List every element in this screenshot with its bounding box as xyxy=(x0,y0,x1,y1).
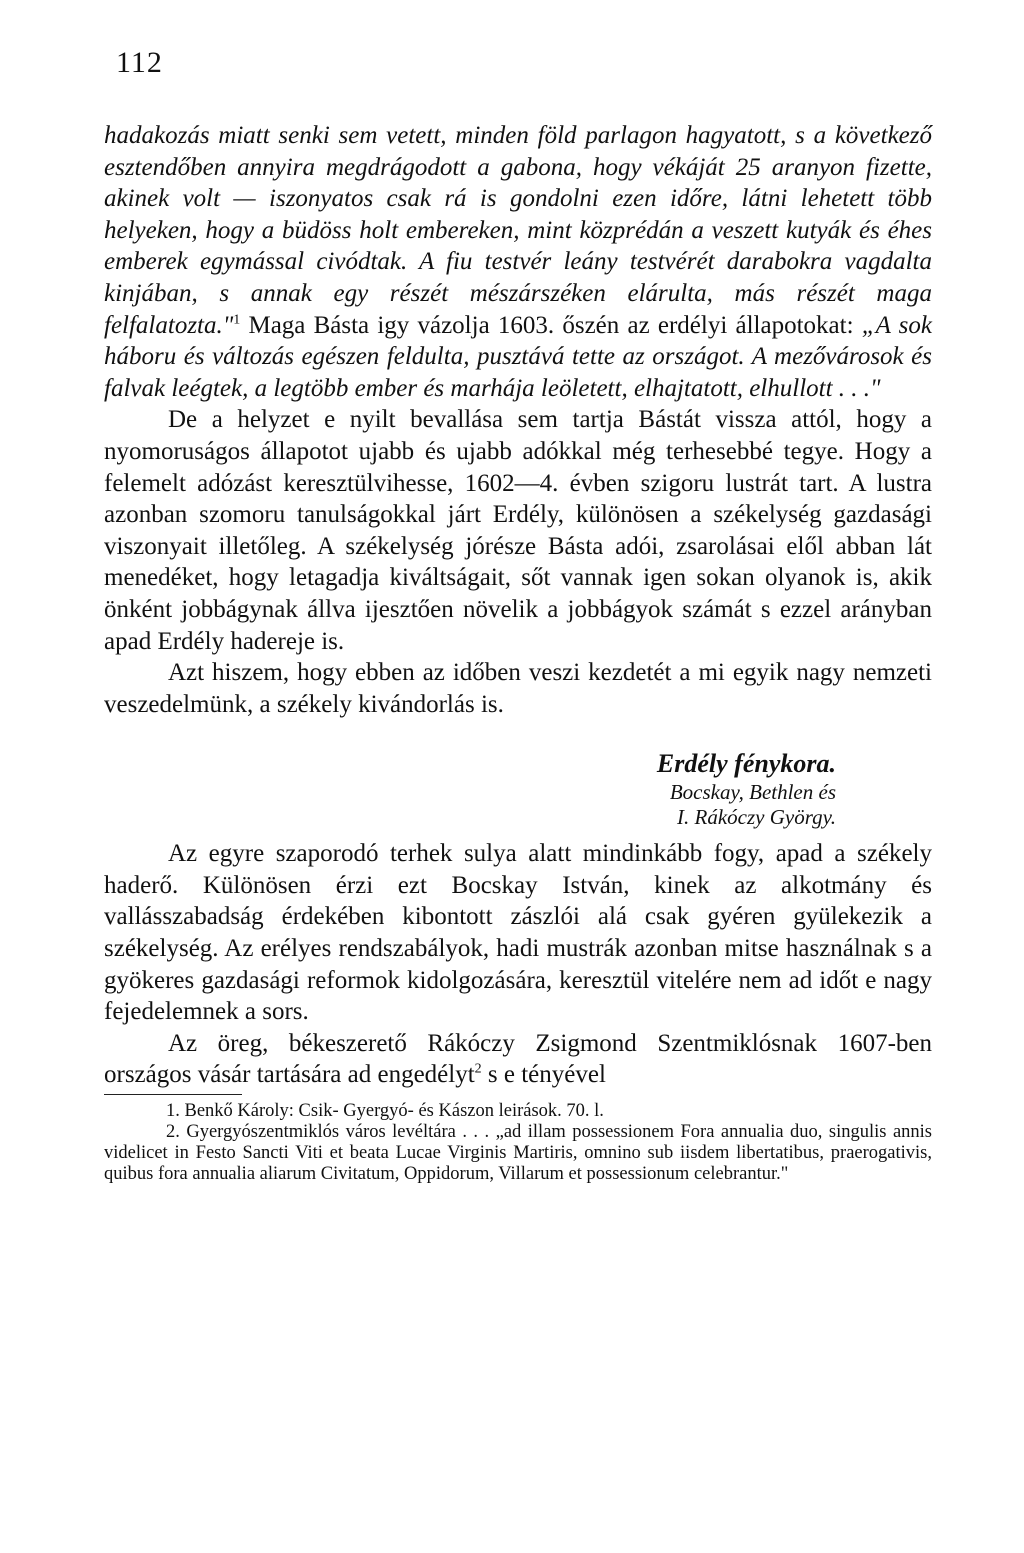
paragraph-2: De a helyzet e nyilt bevallása sem tartja Bástát vissza attól, hogy a nyomoruságos állapotot ujabb és ujabb adókkal még terhesebbé tegye. Hogy a felemelt adózást keresztülvihesse, 1602—4. évben szigoru lustrát tart. A lustra azonban szomoru tanulságokkal járt Erdély, különösen a székelység gazdasági viszonyait illetőleg. A székelység jórésze Básta adói, zsarolásai elől abban lát menedéket, hogy letagadja kiváltságait, sőt vannak igen sokan olyanok is, akik önként jobbágynak állva ijesztően növelik a jobbágyok számát s ezzel arányban apad Erdély haderеje is. xyxy=(104,406,932,655)
section-title: Erdély fénykora. xyxy=(656,749,836,779)
paragraph-5-tail: s e tényével xyxy=(481,1061,606,1089)
paragraph-1-text: Maga Básta igy vázolja 1603. őszén az erdélyi állapotokat: xyxy=(240,311,862,339)
footnote-2: 2. Gyergyószentmiklós város levéltára . . . „ad illam possessionem Fora annualia duo, singulis annis videlicet in Festo Sancti Viti et beata Lucae Virginis Martiris, omnino sub iisdem libertatibus, praerogativis, quibus fora annualia aliarum Civitatum, Oppidorum, Villarum et possessionum celebrantur." xyxy=(104,1122,932,1185)
quote-close: " xyxy=(222,311,234,339)
footnote-ref-1: 1 xyxy=(233,312,241,328)
quote-basta: „A sok háboru és változás egészen feldulta, pusztává tette az országot. A mezővárosok és falvak leégtek, a legtöbb ember és marhája leöletett, elhajtatott, elhullott . . ." xyxy=(104,311,932,402)
section-heading xyxy=(104,748,932,830)
quote-famine: hadakozás miatt senki sem vetett, minden föld parlagon hagyatott, s a következő esztendőben annyira megdrágodott a gabona, hogy vékáját 25 aranyon fizette, akinek volt — iszonyatos csak rá is gondolni ezen időre, látni lehetett több helyeken, hogy a büdöss holt embereken, mint közprédán a veszett kutyák és éhes emberek egymással civódtak. A fiu testvér leány testvérét darabokra vagdalta kinjában, s annak egy részét mészárszéken elárulta, más részét maga felfalatozta. xyxy=(104,122,932,339)
paragraph-5-text: Az öreg, békeszerető Rákóczy Zsigmond Szentmiklósnak 1607-ben országos vásár tartására ad engedélyt xyxy=(104,1029,932,1089)
paragraph-4: Az egyre szaporodó terhek sulya alatt mindinkább fogy, apad a székely haderő. Különösen érzi ezt Bocskay István, kinek az alkotmány és vallásszabadság érdekében kibontott zászlói alá csak gyéren gyülekezik a székelység. Az erélyes rendszabályok, hadi mustrák azonban mitse használnak s a gyökeres gazdasági reformok kidolgozására, keresztül vitelére nem ad időt e nagy fejedelemnek a sors. xyxy=(104,840,932,1026)
paragraph-1 xyxy=(104,120,932,404)
footnote-divider xyxy=(104,1094,242,1095)
footnote-1: 1. Benkő Károly: Csik- Gyergyó- és Kászon leirások. 70. l. xyxy=(166,1101,604,1122)
paragraph-5 xyxy=(104,1028,932,1091)
footnote-ref-2: 2 xyxy=(474,1062,482,1078)
footnotes xyxy=(104,1101,932,1185)
book-page xyxy=(104,48,932,1185)
section-subtitle-line-1: Bocskay, Bethlen és xyxy=(669,780,836,805)
paragraph-3: Azt hiszem, hogy ebben az időben veszi kezdetét a mi egyik nagy nemzeti veszedelmünk, a székely kivándorlás is. xyxy=(104,659,932,718)
page-number: 112 xyxy=(116,46,163,79)
section-subtitle-line-2: I. Rákóczy György. xyxy=(677,805,836,830)
